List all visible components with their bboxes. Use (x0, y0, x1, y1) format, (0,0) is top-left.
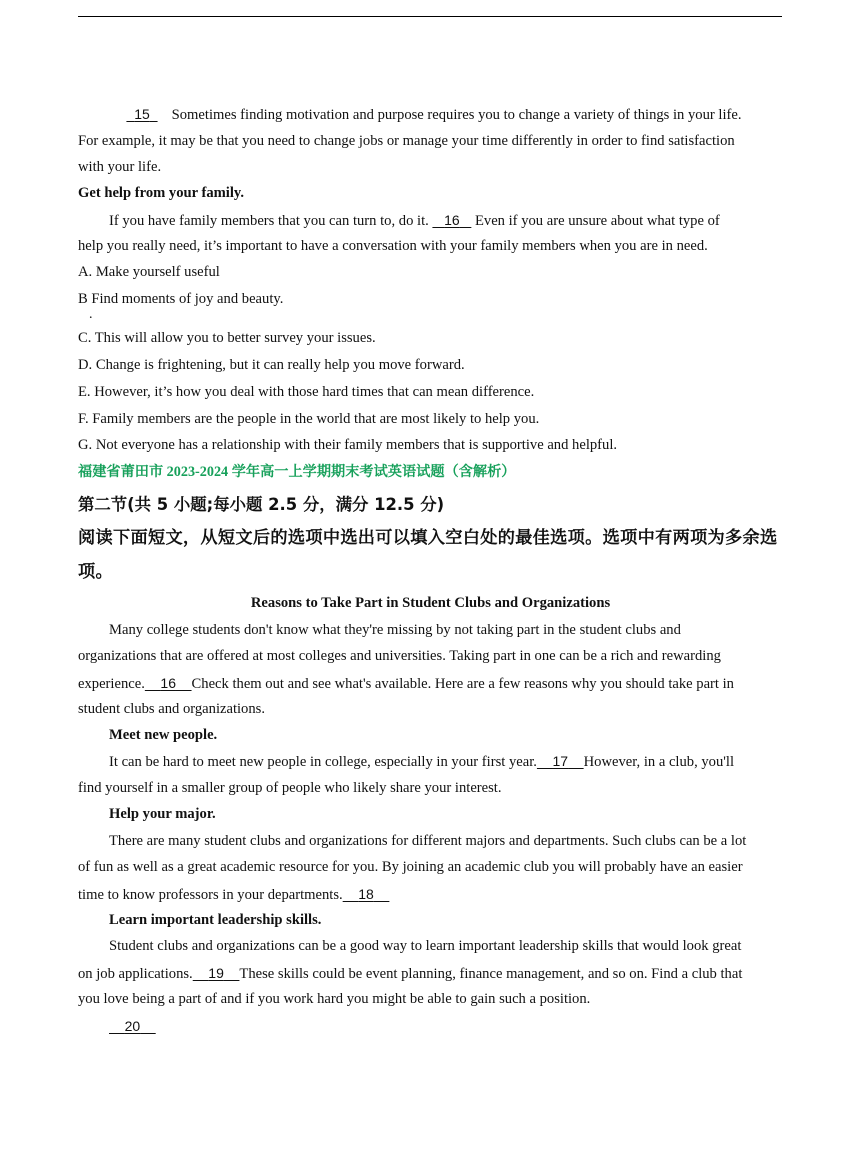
lead-line1: Student clubs and organizations can be a good way to learn important leadership skills that would look great (109, 938, 742, 954)
option-f: F. Family members are the people in the world that are most likely to help you. (78, 411, 540, 427)
paragraph-family-line1: If you have family members that you can turn to, do it. 16 Even if you are unsure about what type of (109, 212, 720, 229)
section-heading: 第二节(共 5 小题;每小题 2.5 分，满分 12.5 分) (78, 495, 445, 514)
option-b-dot: . (89, 307, 93, 322)
heading-meet-new-people: Meet new people. (109, 727, 218, 743)
intro-line3: experience. 16 Check them out and see what's available. Here are a few reasons why you should take part in (78, 675, 734, 692)
lead-line3: you love being a part of and if you work hard you might be able to gain such a position. (78, 991, 591, 1007)
paragraph-15-line1: 15 Sometimes finding motivation and purpose requires you to change a variety of things in your life. (78, 104, 826, 125)
final-line (78, 1016, 819, 1037)
instruction-line1: 阅读下面短文，从短文后的选项中选出可以填入空白处的最佳选项。选项中有两项为多余选 (78, 528, 778, 548)
option-d: D. Change is frightening, but it can really help you move forward. (78, 357, 465, 373)
blank-17[interactable]: 17 (552, 753, 569, 769)
article-title: Reasons to Take Part in Student Clubs and Organizations (250, 595, 611, 611)
blank-19[interactable]: 19 (208, 965, 224, 981)
meet-line2: find yourself in a smaller group of people who likely share your interest. (78, 780, 502, 796)
instruction-line2: 项。 (78, 562, 113, 582)
paragraph-15-line3: with your life. (78, 159, 162, 175)
option-e: E. However, it’s how you deal with those hard times that can mean difference. (78, 384, 535, 400)
major-line1: There are many student clubs and organizations for different majors and departments. Such clubs can be a lot (109, 833, 747, 849)
blank-16[interactable]: 16 (160, 675, 176, 691)
header-rule (78, 16, 782, 17)
paragraph-family-line2: help you really need, it’s important to have a conversation with your family members when you are in need. (78, 238, 708, 254)
intro-line4: student clubs and organizations. (78, 701, 265, 717)
blank-20[interactable]: 20 (124, 1018, 141, 1034)
heading-get-help-family: Get help from your family. (78, 185, 245, 201)
option-c: C. This will allow you to better survey your issues. (78, 330, 376, 346)
heading-leadership-skills: Learn important leadership skills. (109, 912, 322, 928)
option-a: A. Make yourself useful (78, 264, 220, 280)
paragraph-15-line2: For example, it may be that you need to change jobs or manage your time differently in order to find satisfaction (78, 133, 735, 149)
major-line3: time to know professors in your departments. 18 (78, 884, 788, 905)
option-g: G. Not everyone has a relationship with their family members that is supportive and helpful. (78, 437, 618, 453)
major-line2: of fun as well as a great academic resource for you. By joining an academic club you will probably have an easier (78, 859, 743, 875)
option-b: B Find moments of joy and beauty. (78, 291, 284, 307)
source-line: 福建省莆田市 2023-2024 学年高一上学期期末考试英语试题（含解析） (78, 464, 516, 480)
blank-15[interactable]: 15 (134, 106, 150, 122)
intro-line2: organizations that are offered at most colleges and universities. Taking part in one can be a rich and rewarding (78, 648, 721, 664)
meet-line1: It can be hard to meet new people in college, especially in your first year. 17 However, in a club, you'll (109, 753, 735, 770)
blank-16-top[interactable]: 16 (444, 212, 460, 228)
lead-line2: on job applications. 19 These skills could be event planning, finance management, and so on. Find a club that (78, 965, 743, 982)
heading-help-your-major: Help your major. (109, 806, 216, 822)
blank-18[interactable]: 18 (358, 886, 374, 902)
intro-line1: Many college students don't know what they're missing by not taking part in the student clubs and (109, 622, 681, 638)
